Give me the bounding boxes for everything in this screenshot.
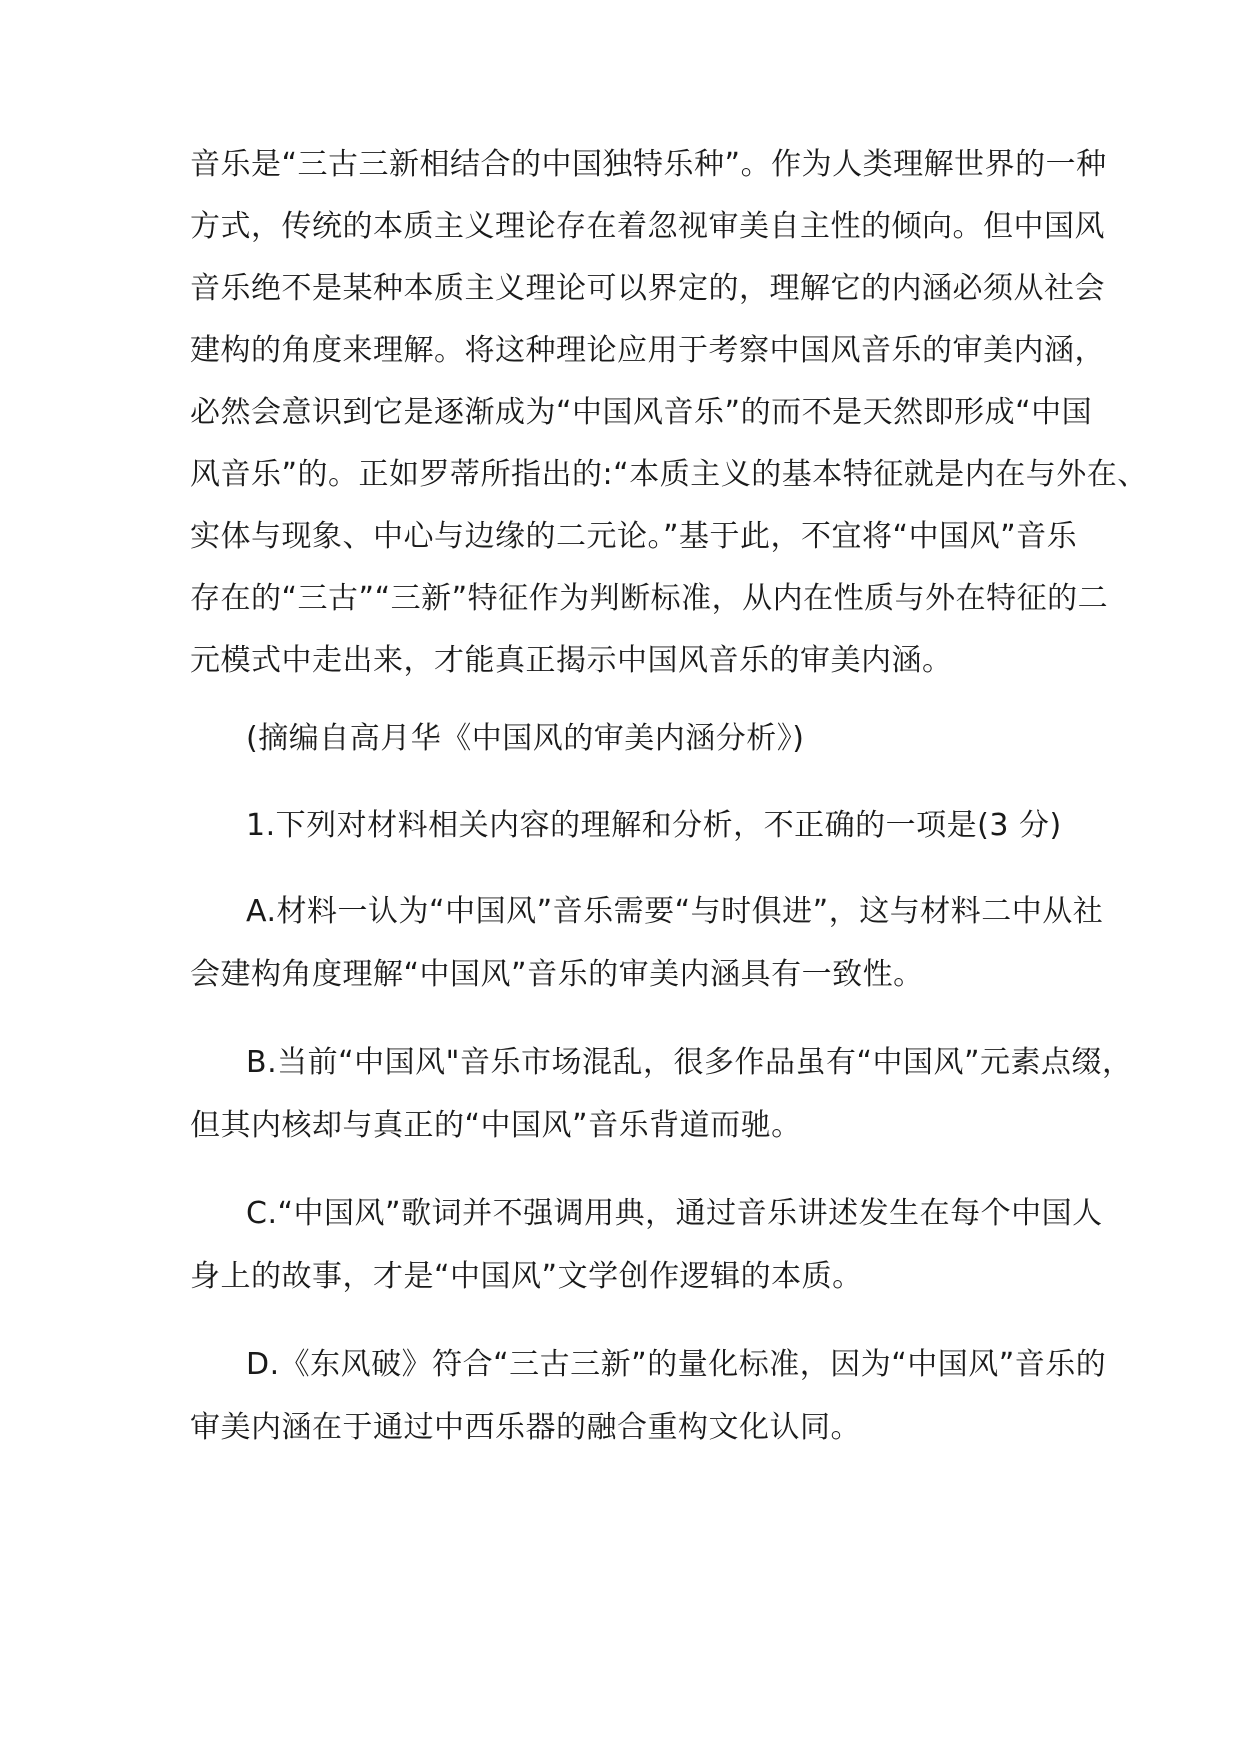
question-stem: 1.下列对材料相关内容的理解和分析，不正确的一项是(3 分) — [246, 808, 1062, 843]
option-a-line1: A.材料一认为“中国风”音乐需要“与时俱进”，这与材料二中从社 — [246, 894, 1104, 929]
option-d-line1: D.《东风破》符合“三古三新”的量化标准，因为“中国风”音乐的 — [246, 1347, 1107, 1382]
passage-line: 方式，传统的本质主义理论存在着忽视审美自主性的倾向。但中国风 — [190, 209, 1105, 244]
passage-line: 存在的“三古”“三新”特征作为判断标准，从内在性质与外在特征的二 — [190, 581, 1109, 616]
passage-line: 必然会意识到它是逐渐成为“中国风音乐”的而不是天然即形成“中国 — [190, 395, 1093, 430]
passage-line: 建构的角度来理解。将这种理论应用于考察中国风音乐的审美内涵， — [190, 333, 1105, 368]
option-d-line2: 审美内涵在于通过中西乐器的融合重构文化认同。 — [190, 1410, 861, 1445]
option-c-line2: 身上的故事，才是“中国风”文学创作逻辑的本质。 — [190, 1259, 863, 1294]
option-b-line2: 但其内核却与真正的“中国风”音乐背道而驰。 — [190, 1108, 802, 1143]
passage-line: 音乐是“三古三新相结合的中国独特乐种”。作为人类理解世界的一种 — [190, 147, 1107, 182]
passage-line: 音乐绝不是某种本质主义理论可以界定的，理解它的内涵必须从社会 — [190, 271, 1105, 306]
option-c-line1: C.“中国风”歌词并不强调用典，通过音乐讲述发生在每个中国人 — [246, 1196, 1103, 1231]
passage-line: 实体与现象、中心与边缘的二元论。”基于此，不宜将“中国风”音乐 — [190, 519, 1078, 554]
option-b-line1: B.当前“中国风"音乐市场混乱，很多作品虽有“中国风”元素点缀， — [246, 1045, 1133, 1080]
passage-line: 风音乐”的。正如罗蒂所指出的:“本质主义的基本特征就是内在与外在、 — [190, 457, 1148, 492]
source-citation: (摘编自高月华《中国风的审美内涵分析》) — [246, 721, 805, 756]
option-a-line2: 会建构角度理解“中国风”音乐的审美内涵具有一致性。 — [190, 957, 924, 992]
passage-line: 元模式中走出来，才能真正揭示中国风音乐的审美内涵。 — [190, 643, 953, 678]
